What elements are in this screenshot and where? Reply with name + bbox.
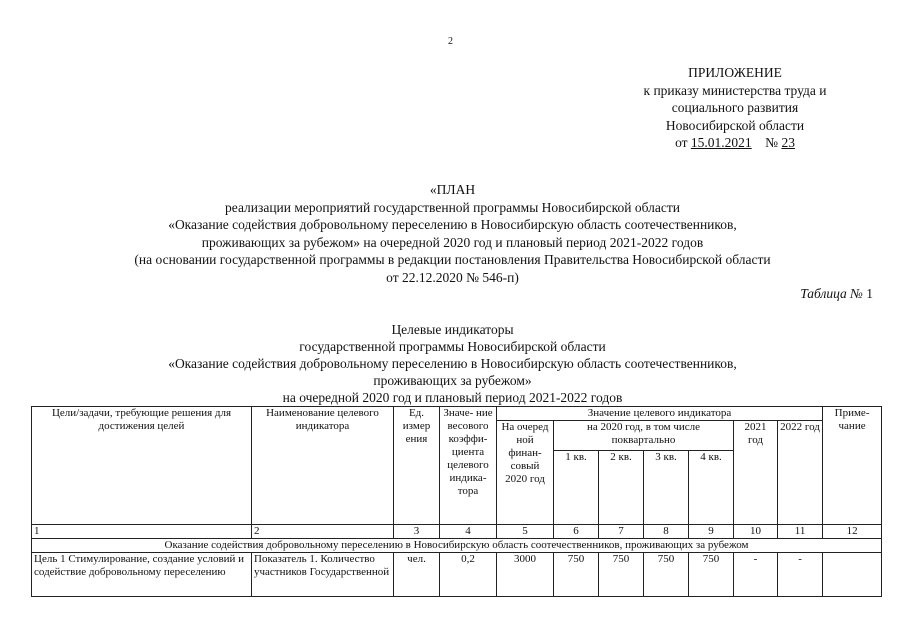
column-number: 5 (497, 525, 554, 539)
indicators-table (31, 406, 882, 597)
column-number: 9 (689, 525, 734, 539)
header-quarterly-group: на 2020 год, в том числе поквартально (554, 421, 734, 451)
appendix-line: к приказу министерства труда и (643, 82, 827, 98)
weight-cell: 0,2 (440, 553, 497, 597)
date-prefix: от (675, 135, 688, 150)
header-q3: 3 кв. (644, 451, 689, 525)
header-current-year: На очеред ной финан- совый 2020 год (497, 421, 554, 525)
indicators-line: государственной программы Новосибирской области (299, 339, 606, 354)
plan-line: (на основании государственной программы в редакции постановления Правительства Новосибирской области (134, 252, 771, 267)
appendix-line: Новосибирской области (665, 117, 805, 133)
column-number: 7 (599, 525, 644, 539)
order-date: 15.01.2021 (690, 135, 752, 150)
plan-line: от 22.12.2020 № 546-п) (386, 269, 519, 285)
column-number: 3 (394, 525, 440, 539)
column-number: 11 (778, 525, 823, 539)
table-label-number: 1 (866, 286, 873, 301)
column-number: 8 (644, 525, 689, 539)
indicators-line: проживающих за рубежом» (373, 373, 532, 388)
current-year-cell: 3000 (497, 553, 554, 597)
indicators-title: Целевые индикаторы (391, 322, 514, 337)
column-number: 2 (252, 525, 394, 539)
unit-cell: чел. (394, 553, 440, 597)
plan-line: проживающих за рубежом» на очередной 2020 год и плановый период 2021-2022 годов (201, 234, 704, 250)
q1-cell: 750 (554, 553, 599, 597)
header-indicator-name: Наименование целевого индикатора (252, 407, 394, 525)
header-2022: 2022 год (778, 421, 823, 525)
appendix-date-line (600, 134, 870, 152)
header-2021: 2021 год (734, 421, 778, 525)
plan-title: «ПЛАН (429, 182, 476, 197)
plan-heading (60, 181, 845, 286)
appendix-block (600, 64, 870, 152)
note-cell (823, 553, 882, 597)
number-prefix: № (765, 135, 779, 150)
table-row (32, 553, 882, 597)
q4-cell: 750 (689, 553, 734, 597)
section-title-row: Оказание содействия добровольному переселению в Новосибирскую область соотечественников, проживающих за рубежом (32, 539, 882, 553)
table-label-text: Таблица № (800, 286, 863, 301)
q3-cell: 750 (644, 553, 689, 597)
indicator-cell: Показатель 1. Количество участников Государственной (252, 553, 394, 597)
header-q1: 1 кв. (554, 451, 599, 525)
plan-line: «Оказание содействия добровольному переселению в Новосибирскую область соотечественников, (168, 217, 737, 232)
indicators-heading (60, 321, 845, 406)
table-label (800, 286, 873, 302)
column-number: 10 (734, 525, 778, 539)
y2021-cell: - (734, 553, 778, 597)
plan-line: реализации мероприятий государственной программы Новосибирской области (225, 199, 680, 215)
appendix-title: ПРИЛОЖЕНИЕ (688, 65, 782, 80)
header-value-group: Значение целевого индикатора (497, 407, 823, 421)
column-number: 1 (32, 525, 252, 539)
y2022-cell: - (778, 553, 823, 597)
header-goals: Цели/задачи, требующие решения для достижения целей (32, 407, 252, 525)
header-q4: 4 кв. (689, 451, 734, 525)
header-q2: 2 кв. (599, 451, 644, 525)
header-unit: Ед. измер ения (394, 407, 440, 525)
indicators-line: «Оказание содействия добровольному переселению в Новосибирскую область соотечественников, (168, 356, 737, 371)
column-number: 6 (554, 525, 599, 539)
column-number: 4 (440, 525, 497, 539)
page-number: 2 (448, 36, 453, 47)
appendix-line: социального развития (671, 100, 799, 115)
q2-cell: 750 (599, 553, 644, 597)
indicators-line: на очередной 2020 год и плановый период 2021-2022 годов (282, 390, 623, 405)
header-weight: Значе- ние весового коэффи- циента целевого индика- тора (440, 407, 497, 525)
header-note: Приме- чание (823, 407, 882, 525)
column-number: 12 (823, 525, 882, 539)
order-number: 23 (781, 135, 795, 150)
goal-cell: Цель 1 Стимулирование, создание условий и содействие добровольному переселению (32, 553, 252, 597)
